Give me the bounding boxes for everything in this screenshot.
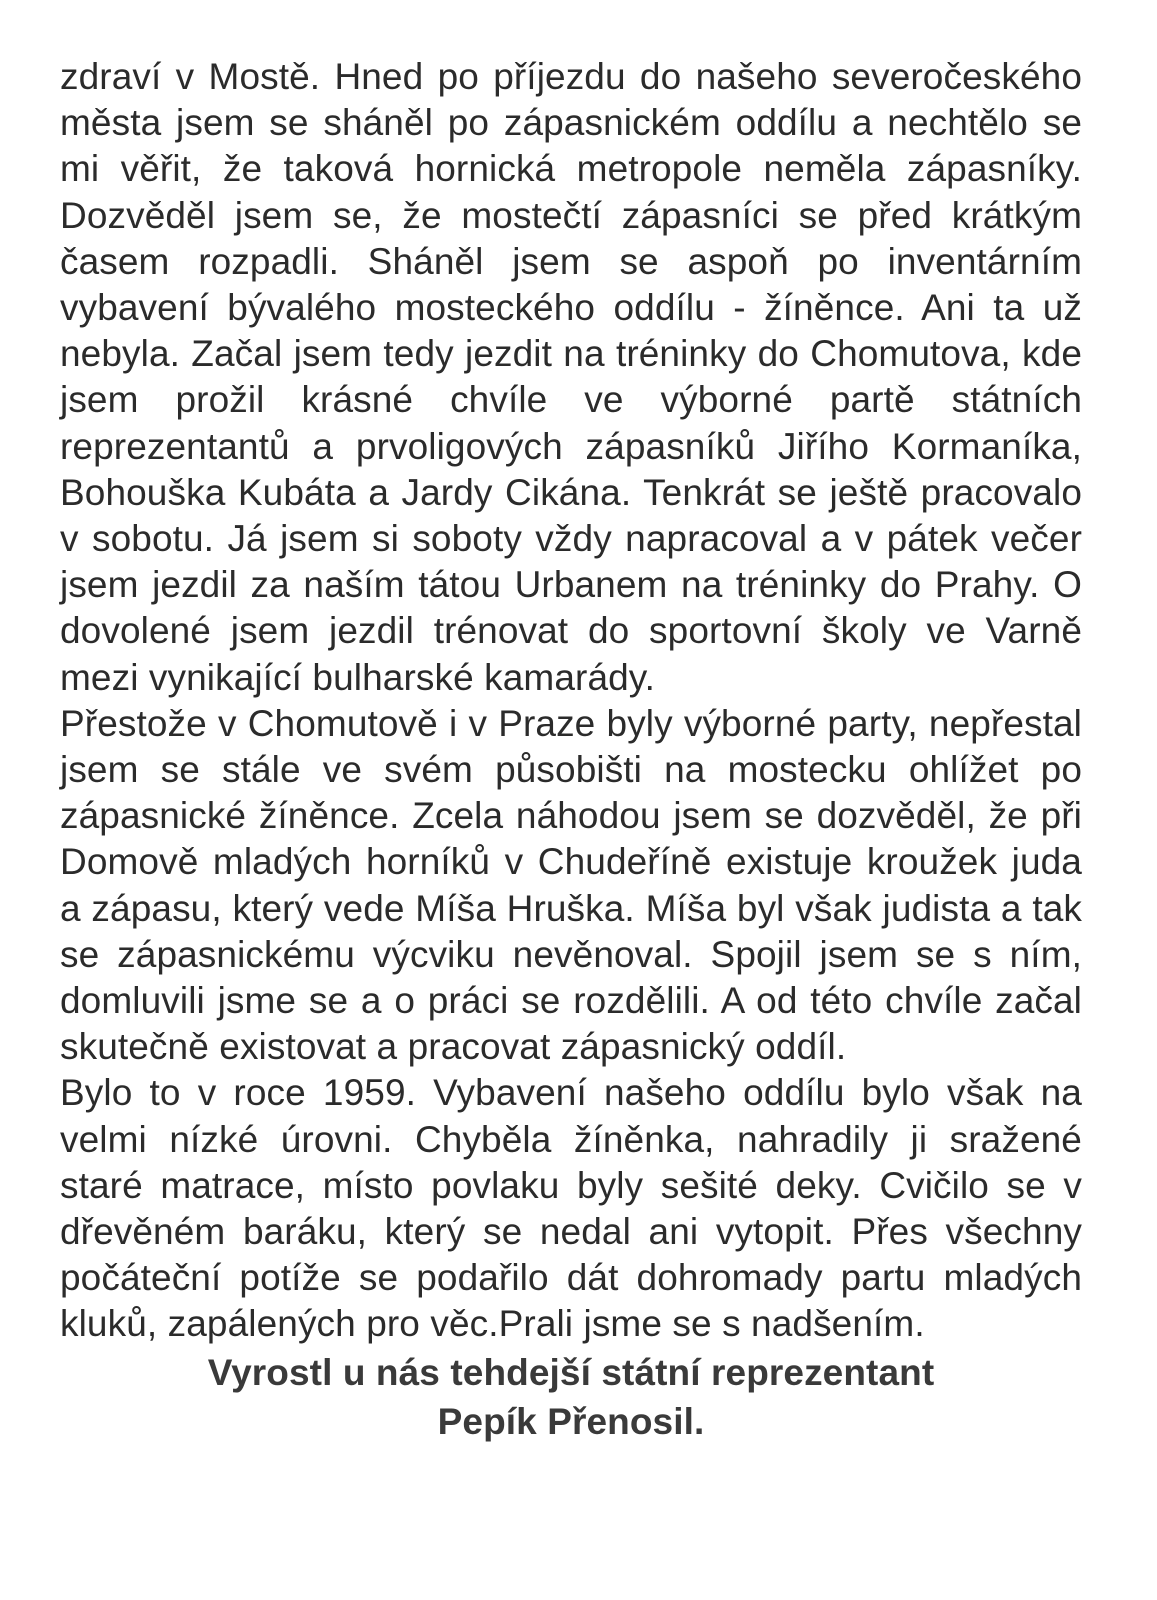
paragraph-1: zdraví v Mostě. Hned po příjezdu do našeho severočeského města jsem se sháněl po zápasnickém oddílu a nechtělo se mi věřit, že taková hornická metropole neměla zápasníky. Dozvěděl jsem se, že mostečtí zápasníci se před krátkým časem rozpadli. Sháněl jsem se aspoň po inventárním vybavení bývalého mosteckého oddílu - žíněnce. Ani ta už nebyla. Začal jsem tedy jezdit na tréninky do Chomutova, kde jsem prožil krásné chvíle ve výborné partě státních reprezentantů a prvoligových zápasníků Jiřího Kormaníka, Bohouška Kubáta a Jardy Cikána. Tenkrát se ještě pracovalo v sobotu. Já jsem si soboty vždy napracoval a v pátek večer jsem jezdil za naším tátou Urbanem na tréninky do Prahy. O dovolené jsem jezdil trénovat do sportovní školy ve Varně mezi vynikající bulharské kamarády. (60, 56, 1082, 698)
paragraph-2: Přestože v Chomutově i v Praze byly výborné party, nepřestal jsem se stále ve svém působišti na mostecku ohlížet po zápasnické žíněnce. Zcela náhodou jsem se dozvěděl, že při Domově mladých horníků v Chudeříně existuje kroužek juda a zápasu, který vede Míša Hruška. Míša byl však judista a tak se zápasnickému výcviku nevěnoval. Spojil jsem se s ním, domluvili jsme se a o práci se rozdělili. A od této chvíle začal skutečně existovat a pracovat zápasnický oddíl. (60, 702, 1082, 1068)
closing-line-2: Pepík Přenosil. (437, 1400, 705, 1442)
document-page (60, 54, 1082, 1446)
closing-statement (60, 1348, 1082, 1446)
paragraph-3: Bylo to v roce 1959. Vybavení našeho oddílu bylo však na velmi nízké úrovni. Chyběla žíněnka, nahradily ji sražené staré matrace, místo povlaku byly sešité deky. Cvičilo se v dřevěném baráku, který se nedal ani vytopit. Přes všechny počáteční potíže se podařilo dát dohromady partu mladých kluků, zapálených pro věc.Prali jsme se s nadšením. (60, 1072, 1082, 1345)
closing-line-1: Vyrostl u nás tehdejší státní reprezentant (207, 1351, 935, 1393)
